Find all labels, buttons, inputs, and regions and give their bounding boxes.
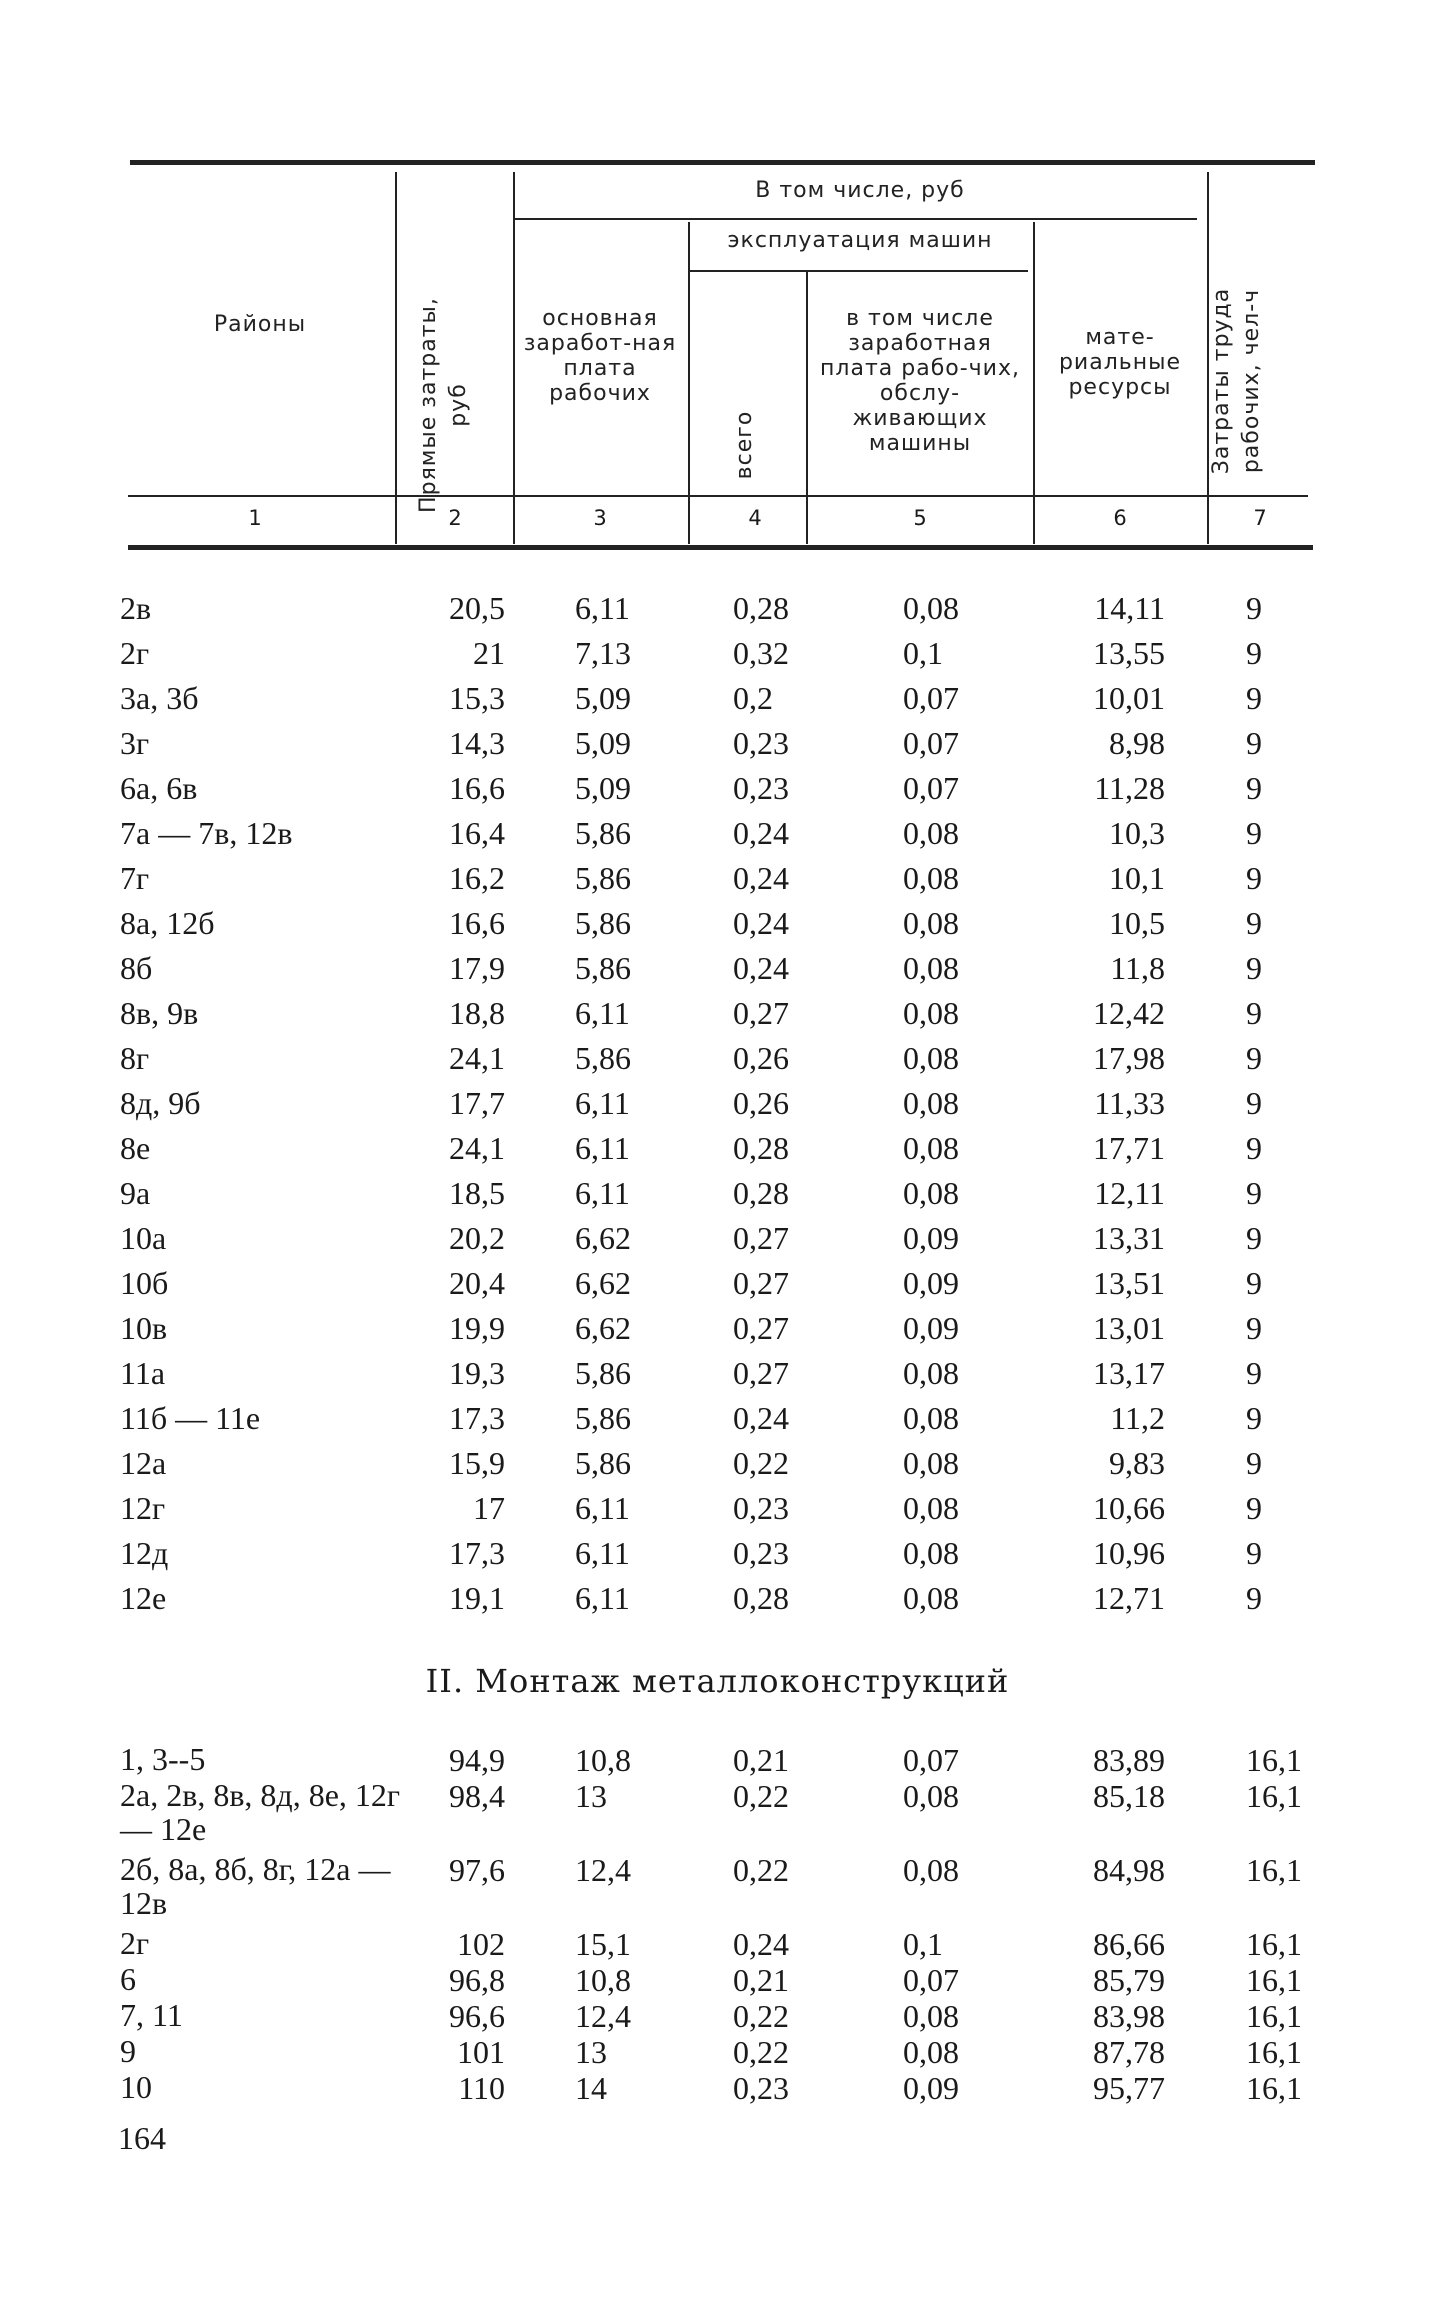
col-number-6: 6: [1113, 506, 1127, 530]
table-cell-col5: 0,07: [903, 1962, 959, 1998]
table-row: [0, 1310, 1435, 1346]
col-number-3: 3: [593, 506, 607, 530]
table-cell-col2: 101: [457, 2034, 505, 2070]
table-cell-col4: 0,22: [733, 1445, 789, 1481]
table-row: [0, 590, 1435, 626]
table-cell-col6: 13,31: [1093, 1220, 1165, 1256]
table-cell-col7: 9: [1246, 860, 1262, 896]
table-cell-col6: 13,51: [1093, 1265, 1165, 1301]
table-cell-col3: 5,09: [575, 770, 631, 806]
table-cell-col6: 10,01: [1093, 680, 1165, 716]
table-cell-col4: 0,23: [733, 1535, 789, 1571]
header-col6: мате-риальные ресурсы: [1058, 325, 1182, 400]
table-cell-col6: 17,71: [1093, 1130, 1165, 1166]
table-cell-col4: 0,23: [733, 1490, 789, 1526]
table-row: [0, 860, 1435, 896]
table-cell-col6: 11,2: [1110, 1400, 1165, 1436]
table-cell-col6: 13,17: [1093, 1355, 1165, 1391]
table-cell-col3: 6,11: [575, 995, 630, 1031]
table-cell-col4: 0,24: [733, 860, 789, 896]
table-cell-col1: 12г: [120, 1490, 166, 1526]
table-cell-col3: 5,09: [575, 680, 631, 716]
table-cell-col4: 0,22: [733, 1852, 789, 1888]
table-cell-col2: 17,9: [449, 950, 505, 986]
table-row: [0, 1962, 1435, 1998]
table-row: [0, 1998, 1435, 2034]
table-cell-col3: 5,86: [575, 815, 631, 851]
table-cell-col5: 0,08: [903, 995, 959, 1031]
table-cell-col4: 0,24: [733, 950, 789, 986]
table-cell-col5: 0,08: [903, 1580, 959, 1616]
table-cell-col7: 9: [1246, 590, 1262, 626]
table-row: [0, 1777, 1435, 1847]
header-numbers-top-rule: [128, 495, 1308, 497]
table-cell-col7: 9: [1246, 1085, 1262, 1121]
table-cell-col2: 15,9: [449, 1445, 505, 1481]
table-cell-col7: 16,1: [1246, 1926, 1302, 1962]
table-cell-col6: 14,11: [1094, 590, 1165, 626]
table-cell-col5: 0,08: [903, 860, 959, 896]
table-cell-col5: 0,07: [903, 680, 959, 716]
table-cell-col4: 0,28: [733, 1580, 789, 1616]
table-row: [0, 2070, 1435, 2106]
table-cell-col7: 9: [1246, 635, 1262, 671]
table-cell-col4: 0,24: [733, 1400, 789, 1436]
table-cell-col4: 0,27: [733, 1220, 789, 1256]
table-cell-col3: 6,11: [575, 1085, 630, 1121]
table-cell-col6: 17,98: [1093, 1040, 1165, 1076]
table-cell-col7: 9: [1246, 1355, 1262, 1391]
table-cell-col5: 0,08: [903, 2034, 959, 2070]
table-row: [0, 1490, 1435, 1526]
table-row: [0, 1400, 1435, 1436]
table-row: [0, 1445, 1435, 1481]
table-cell-col5: 0,08: [903, 905, 959, 941]
table-cell-col1: 8е: [120, 1130, 151, 1166]
table-cell-col7: 9: [1246, 905, 1262, 941]
table-cell-col1: 2г: [120, 1925, 150, 1961]
table-cell-col4: 0,22: [733, 1998, 789, 2034]
table-cell-col2: 18,5: [449, 1175, 505, 1211]
table-cell-col3: 15,1: [575, 1926, 631, 1962]
table-cell-col7: 16,1: [1246, 1778, 1302, 1814]
table-cell-col3: 13: [575, 1778, 607, 1814]
table-cell-col3: 5,86: [575, 1445, 631, 1481]
header-col5: в том числе заработная плата рабо-чих, обслу-живающих машины: [820, 306, 1020, 456]
table-cell-col7: 9: [1246, 1265, 1262, 1301]
table-cell-col3: 13: [575, 2034, 607, 2070]
table-cell-col7: 9: [1246, 1400, 1262, 1436]
table-cell-col4: 0,27: [733, 1265, 789, 1301]
table-cell-col7: 9: [1246, 1490, 1262, 1526]
col-number-4: 4: [748, 506, 762, 530]
table-cell-col6: 11,33: [1094, 1085, 1165, 1121]
table-cell-col5: 0,08: [903, 1355, 959, 1391]
table-cell-col1: 7г: [120, 860, 150, 896]
table-cell-col3: 12,4: [575, 1998, 631, 2034]
table-cell-col3: 6,11: [575, 1175, 630, 1211]
table-cell-col3: 6,11: [575, 1130, 630, 1166]
table-cell-col6: 10,66: [1093, 1490, 1165, 1526]
table-cell-col4: 0,22: [733, 2034, 789, 2070]
table-cell-col7: 9: [1246, 1220, 1262, 1256]
table-cell-col3: 10,8: [575, 1742, 631, 1778]
table-cell-col6: 12,71: [1093, 1580, 1165, 1616]
table-cell-col1: 2а, 2в, 8в, 8д, 8е, 12г — 12е: [120, 1777, 401, 1847]
table-cell-col7: 9: [1246, 1445, 1262, 1481]
table-cell-col7: 16,1: [1246, 1742, 1302, 1778]
table-cell-col4: 0,28: [733, 1130, 789, 1166]
table-row: [0, 995, 1435, 1031]
table-cell-col7: 16,1: [1246, 1852, 1302, 1888]
table-cell-col7: 9: [1246, 1130, 1262, 1166]
table-cell-col2: 16,2: [449, 860, 505, 896]
table-row: [0, 1085, 1435, 1121]
table-cell-col5: 0,08: [903, 1445, 959, 1481]
table-cell-col7: 9: [1246, 815, 1262, 851]
header-divider-1: [395, 172, 397, 544]
table-cell-col6: 83,89: [1093, 1742, 1165, 1778]
table-cell-col7: 9: [1246, 1580, 1262, 1616]
table-cell-col6: 11,8: [1110, 950, 1165, 986]
table-cell-col5: 0,08: [903, 1535, 959, 1571]
table-cell-col1: 3а, 3б: [120, 680, 199, 716]
col-number-2: 2: [448, 506, 462, 530]
table-cell-col1: 10: [120, 2069, 152, 2105]
table-cell-col6: 10,96: [1093, 1535, 1165, 1571]
header-divider-5: [1033, 222, 1035, 544]
table-cell-col2: 102: [457, 1926, 505, 1962]
table-cell-col1: 9а: [120, 1175, 151, 1211]
table-cell-col2: 97,6: [449, 1852, 505, 1888]
table-cell-col2: 16,4: [449, 815, 505, 851]
table-cell-col6: 12,11: [1094, 1175, 1165, 1211]
table-cell-col7: 16,1: [1246, 2034, 1302, 2070]
table-cell-col4: 0,28: [733, 1175, 789, 1211]
header-divider-3: [688, 222, 690, 544]
table-cell-col5: 0,09: [903, 2070, 959, 2106]
table-cell-col2: 19,1: [449, 1580, 505, 1616]
table-cell-col3: 14: [575, 2070, 607, 2106]
table-cell-col3: 5,86: [575, 1040, 631, 1076]
table-cell-col3: 5,86: [575, 1355, 631, 1391]
table-cell-col2: 17,7: [449, 1085, 505, 1121]
table-cell-col2: 24,1: [449, 1040, 505, 1076]
table-row: [0, 905, 1435, 941]
table-row: [0, 1535, 1435, 1571]
table-cell-col4: 0,28: [733, 590, 789, 626]
table-row: [0, 1355, 1435, 1391]
header-col7: Затраты труда рабочих, чел-ч: [1209, 287, 1264, 475]
table-cell-col1: 12а: [120, 1445, 167, 1481]
table-cell-col1: 11б — 11е: [120, 1400, 261, 1436]
header-top-group: В том числе, руб: [755, 178, 965, 203]
header-col1: Районы: [213, 312, 307, 337]
header-top-rule: [130, 160, 1315, 165]
table-cell-col5: 0,08: [903, 1852, 959, 1888]
table-cell-col4: 0,23: [733, 2070, 789, 2106]
table-cell-col6: 10,1: [1109, 860, 1165, 896]
table-cell-col1: 3г: [120, 725, 150, 761]
table-cell-col7: 16,1: [1246, 1962, 1302, 1998]
header-col4: всего: [732, 410, 757, 480]
table-cell-col2: 17: [473, 1490, 505, 1526]
header-group-rule: [515, 218, 1197, 220]
table-cell-col7: 9: [1246, 1040, 1262, 1076]
table-cell-col5: 0,08: [903, 1778, 959, 1814]
table-row: [0, 950, 1435, 986]
table-cell-col2: 20,4: [449, 1265, 505, 1301]
table-cell-col3: 6,62: [575, 1310, 631, 1346]
table-cell-col5: 0,1: [903, 635, 943, 671]
table-cell-col3: 6,62: [575, 1265, 631, 1301]
table-cell-col2: 16,6: [449, 770, 505, 806]
table-cell-col6: 87,78: [1093, 2034, 1165, 2070]
table-cell-col5: 0,08: [903, 815, 959, 851]
table-cell-col1: 2г: [120, 635, 150, 671]
table-cell-col5: 0,08: [903, 950, 959, 986]
table-cell-col6: 9,83: [1109, 1445, 1165, 1481]
table-cell-col2: 14,3: [449, 725, 505, 761]
table-cell-col5: 0,08: [903, 590, 959, 626]
table-cell-col7: 9: [1246, 1175, 1262, 1211]
col-number-1: 1: [248, 506, 262, 530]
table-cell-col1: 7а — 7в, 12в: [120, 815, 293, 851]
table-cell-col2: 17,3: [449, 1400, 505, 1436]
header-bottom-rule: [128, 545, 1313, 550]
table-cell-col1: 10в: [120, 1310, 168, 1346]
table-cell-col5: 0,07: [903, 1742, 959, 1778]
table-cell-col1: 7, 11: [120, 1997, 183, 2033]
table-row: [0, 1220, 1435, 1256]
table-cell-col7: 9: [1246, 950, 1262, 986]
table-cell-col1: 10б: [120, 1265, 169, 1301]
table-row: [0, 1742, 1435, 1778]
table-cell-col1: 8в, 9в: [120, 995, 199, 1031]
table-cell-col5: 0,08: [903, 1490, 959, 1526]
table-cell-col5: 0,07: [903, 725, 959, 761]
table-row: [0, 2034, 1435, 2070]
table-cell-col7: 16,1: [1246, 1998, 1302, 2034]
table-cell-col7: 16,1: [1246, 2070, 1302, 2106]
table-cell-col6: 10,3: [1109, 815, 1165, 851]
table-cell-col6: 95,77: [1093, 2070, 1165, 2106]
table-cell-col2: 98,4: [449, 1778, 505, 1814]
table-cell-col7: 9: [1246, 770, 1262, 806]
table-cell-col3: 7,13: [575, 635, 631, 671]
table-cell-col3: 6,11: [575, 1490, 630, 1526]
table-row: [0, 770, 1435, 806]
table-cell-col1: 10а: [120, 1220, 167, 1256]
table-cell-col3: 5,86: [575, 905, 631, 941]
table-cell-col4: 0,24: [733, 1926, 789, 1962]
table-cell-col4: 0,22: [733, 1778, 789, 1814]
table-row: [0, 1040, 1435, 1076]
table-cell-col1: 11а: [120, 1355, 166, 1391]
table-cell-col7: 9: [1246, 995, 1262, 1031]
table-cell-col7: 9: [1246, 725, 1262, 761]
table-cell-col6: 12,42: [1093, 995, 1165, 1031]
table-cell-col5: 0,07: [903, 770, 959, 806]
table-cell-col4: 0,26: [733, 1085, 789, 1121]
table-cell-col2: 20,2: [449, 1220, 505, 1256]
table-cell-col3: 5,86: [575, 950, 631, 986]
table-cell-col3: 6,11: [575, 590, 630, 626]
table-cell-col7: 9: [1246, 1535, 1262, 1571]
table-cell-col2: 17,3: [449, 1535, 505, 1571]
table-cell-col1: 2в: [120, 590, 152, 626]
table-cell-col1: 9: [120, 2033, 136, 2069]
table-row: [0, 680, 1435, 716]
table-cell-col5: 0,08: [903, 1130, 959, 1166]
table-cell-col2: 19,9: [449, 1310, 505, 1346]
header-divider-2: [513, 172, 515, 544]
table-row: [0, 1265, 1435, 1301]
table-cell-col4: 0,23: [733, 725, 789, 761]
table-cell-col4: 0,32: [733, 635, 789, 671]
table-cell-col4: 0,27: [733, 1310, 789, 1346]
table-cell-col2: 18,8: [449, 995, 505, 1031]
table-cell-col4: 0,26: [733, 1040, 789, 1076]
header-subgroup-rule: [688, 270, 1028, 272]
table-cell-col6: 13,01: [1093, 1310, 1165, 1346]
table-cell-col4: 0,23: [733, 770, 789, 806]
table-cell-col5: 0,1: [903, 1926, 943, 1962]
table-cell-col3: 6,11: [575, 1580, 630, 1616]
table-cell-col1: 6а, 6в: [120, 770, 198, 806]
table-row: [0, 1130, 1435, 1166]
table-cell-col3: 6,62: [575, 1220, 631, 1256]
table-cell-col3: 5,86: [575, 1400, 631, 1436]
table-cell-col5: 0,09: [903, 1220, 959, 1256]
table-cell-col6: 86,66: [1093, 1926, 1165, 1962]
table-cell-col6: 10,5: [1109, 905, 1165, 941]
table-cell-col2: 21: [473, 635, 505, 671]
table-cell-col1: 12е: [120, 1580, 167, 1616]
table-cell-col4: 0,27: [733, 995, 789, 1031]
table-row: [0, 1175, 1435, 1211]
table-cell-col4: 0,24: [733, 905, 789, 941]
table-cell-col3: 12,4: [575, 1852, 631, 1888]
header-col2: Прямые затраты, руб: [416, 297, 471, 513]
page-number: 164: [118, 2120, 166, 2156]
table-cell-col3: 5,86: [575, 860, 631, 896]
header-sub-group: эксплуатация машин: [727, 228, 993, 253]
table-row: [0, 635, 1435, 671]
table-cell-col2: 94,9: [449, 1742, 505, 1778]
table-cell-col4: 0,24: [733, 815, 789, 851]
table-cell-col7: 9: [1246, 680, 1262, 716]
table-cell-col2: 96,6: [449, 1998, 505, 2034]
table-cell-col5: 0,08: [903, 1998, 959, 2034]
table-row: [0, 1580, 1435, 1616]
table-cell-col1: 1, 3--5: [120, 1741, 206, 1777]
table-cell-col4: 0,2: [733, 680, 773, 716]
table-cell-col5: 0,08: [903, 1400, 959, 1436]
table-cell-col1: 8д, 9б: [120, 1085, 201, 1121]
table-cell-col6: 83,98: [1093, 1998, 1165, 2034]
table-cell-col3: 5,09: [575, 725, 631, 761]
table-cell-col5: 0,08: [903, 1085, 959, 1121]
table-cell-col6: 84,98: [1093, 1852, 1165, 1888]
table-cell-col1: 2б, 8а, 8б, 8г, 12а — 12в: [120, 1851, 391, 1921]
table-cell-col5: 0,08: [903, 1175, 959, 1211]
table-cell-col2: 19,3: [449, 1355, 505, 1391]
section-title: II. Монтаж металлоконструкций: [425, 1662, 1010, 1700]
table-cell-col6: 85,18: [1093, 1778, 1165, 1814]
table-cell-col1: 6: [120, 1961, 136, 1997]
table-cell-col1: 8б: [120, 950, 153, 986]
table-cell-col2: 96,8: [449, 1962, 505, 1998]
table-cell-col2: 15,3: [449, 680, 505, 716]
table-cell-col3: 6,11: [575, 1535, 630, 1571]
table-cell-col6: 8,98: [1109, 725, 1165, 761]
table-cell-col2: 110: [458, 2070, 505, 2106]
table-cell-col6: 13,55: [1093, 635, 1165, 671]
table-cell-col1: 8а, 12б: [120, 905, 215, 941]
table-cell-col6: 85,79: [1093, 1962, 1165, 1998]
table-cell-col4: 0,27: [733, 1355, 789, 1391]
table-cell-col1: 12д: [120, 1535, 169, 1571]
table-row: [0, 1926, 1435, 1962]
col-number-5: 5: [913, 506, 927, 530]
col-number-7: 7: [1253, 506, 1267, 530]
table-cell-col2: 16,6: [449, 905, 505, 941]
table-row: [0, 815, 1435, 851]
table-cell-col5: 0,08: [903, 1040, 959, 1076]
table-cell-col5: 0,09: [903, 1265, 959, 1301]
table-cell-col5: 0,09: [903, 1310, 959, 1346]
table-cell-col2: 20,5: [449, 590, 505, 626]
table-cell-col4: 0,21: [733, 1742, 789, 1778]
header-col3: основная заработ-ная плата рабочих: [523, 306, 677, 406]
table-cell-col3: 10,8: [575, 1962, 631, 1998]
table-cell-col4: 0,21: [733, 1962, 789, 1998]
table-cell-col6: 11,28: [1094, 770, 1165, 806]
table-row: [0, 725, 1435, 761]
table-cell-col2: 24,1: [449, 1130, 505, 1166]
table-cell-col7: 9: [1246, 1310, 1262, 1346]
table-row: [0, 1851, 1435, 1921]
table-cell-col1: 8г: [120, 1040, 150, 1076]
header-divider-4: [806, 272, 808, 544]
